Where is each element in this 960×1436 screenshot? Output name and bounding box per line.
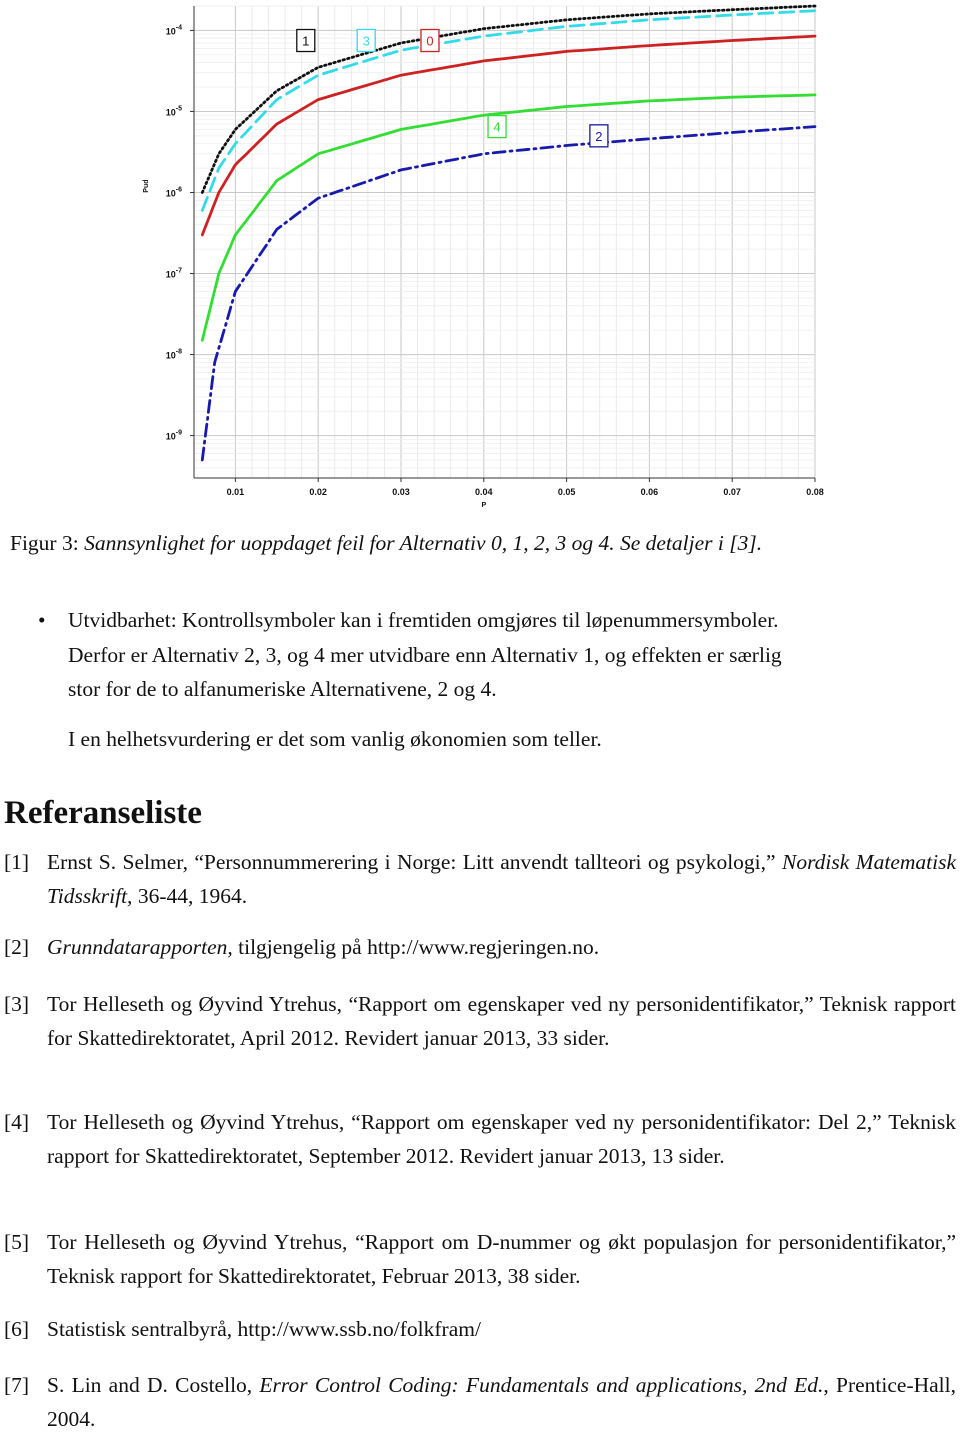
reference-item — [4, 1312, 956, 1346]
y-tick-label: $10^{-6}$ — [165, 186, 182, 199]
chart-svg — [140, 0, 830, 515]
reference-segment: Statistisk sentralbyrå, http://www.ssb.no/folkfram/ — [47, 1317, 481, 1341]
bullet-line: stor for de to alfanumeriske Alternativene, 2 og 4. — [68, 677, 497, 701]
y-axis-label: Pud — [143, 179, 150, 193]
y-tick-label: $10^{-5}$ — [165, 105, 182, 118]
reference-item — [4, 987, 956, 1055]
reference-number: [1] — [4, 850, 30, 874]
curve-label-4: 4 — [493, 119, 501, 135]
bullet-line: Derfor er Alternativ 2, 3, og 4 mer utvidbare enn Alternativ 1, og effekten er særlig — [68, 642, 782, 667]
reference-segment: tilgjengelig på http://www.regjeringen.no. — [232, 935, 600, 959]
x-tick-label: 0.02 — [309, 487, 327, 497]
reference-item — [4, 930, 956, 964]
caption-label: Figur 3: — [10, 531, 85, 555]
reference-item — [4, 1368, 956, 1436]
reference-text — [47, 1368, 956, 1436]
reference-segment: Ernst S. Selmer, “Personnummerering i Norge: Litt anvendt tallteori og psykologi,” — [47, 850, 782, 874]
reference-segment: Tor Helleseth og Øyvind Ytrehus, “Rapport om D-nummer og økt populasjon for personidentifikator,” Teknisk rapport for Skattedirektoratet, Februar 2013, 38 sider. — [47, 1230, 956, 1288]
reference-number: [4] — [4, 1110, 30, 1134]
curve-label-2: 2 — [595, 128, 603, 144]
x-tick-label: 0.08 — [806, 487, 824, 497]
y-tick-label: $10^{-4}$ — [165, 24, 182, 37]
x-tick-label: 0.05 — [557, 487, 576, 497]
x-tick-label: 0.03 — [392, 487, 410, 497]
reference-number: [6] — [4, 1317, 30, 1341]
x-tick-label: 0.04 — [475, 487, 493, 497]
x-tick-label: 0.06 — [640, 487, 659, 497]
reference-title: Grunndatarapporten, — [47, 935, 233, 959]
reference-segment: S. Lin and D. Costello, — [47, 1373, 260, 1397]
reference-text — [47, 987, 956, 1055]
x-axis-label: P — [481, 502, 487, 509]
curve-label-3: 3 — [362, 33, 370, 49]
reference-text — [47, 1105, 956, 1173]
reference-text — [47, 1312, 956, 1346]
reference-segment: Tor Helleseth og Øyvind Ytrehus, “Rapport om egenskaper ved ny personidentifikator,” Teknisk rapport for Skattedirektoratet, April 2012. Revidert januar 2013, 33 sider. — [47, 992, 956, 1050]
y-tick-label: $10^{-7}$ — [165, 267, 182, 280]
bullet-marker: • — [38, 608, 46, 632]
x-tick-label: 0.07 — [723, 487, 741, 497]
reference-segment: Tor Helleseth og Øyvind Ytrehus, “Rapport om egenskaper ved ny personidentifikator: Del 2,” Teknisk rapport for Skattedirektoratet, September 2012. Revidert januar 2013, 13 sider. — [47, 1110, 956, 1168]
reference-text — [47, 930, 956, 964]
y-tick-label: $10^{-8}$ — [165, 348, 182, 361]
curve-label-0: 0 — [426, 33, 434, 49]
caption-text: Sannsynlighet for uoppdaget feil for Alternativ 0, 1, 2, 3 og 4. Se detaljer i [3]. — [84, 531, 763, 555]
reference-number: [5] — [4, 1230, 30, 1254]
y-tick-label: $10^{-9}$ — [165, 429, 182, 442]
reference-text — [47, 845, 956, 913]
bullet-line: Utvidbarhet: Kontrollsymboler kan i fremtiden omgjøres til løpenummersymboler. — [68, 608, 779, 632]
reference-segment: , Prentice-Hall, 2004. — [47, 1373, 956, 1431]
curve-label-1: 1 — [302, 33, 310, 49]
reference-number: [2] — [4, 935, 30, 959]
x-tick-label: 0.01 — [226, 487, 245, 497]
plot-area — [194, 6, 815, 478]
references-heading: Referanseliste — [4, 795, 202, 831]
reference-item — [4, 1105, 956, 1173]
reference-text — [47, 1225, 956, 1293]
reference-title: Nordisk Matematisk Tidsskrift, — [47, 850, 956, 908]
reference-segment: 36-44, 1964. — [132, 884, 248, 908]
reference-title: Error Control Coding: Fundamentals and applications, 2nd Ed. — [259, 1373, 824, 1397]
reference-item — [4, 1225, 956, 1293]
reference-number: [3] — [4, 992, 30, 1016]
reference-item — [4, 845, 956, 913]
bullet-item — [38, 603, 958, 707]
reference-number: [7] — [4, 1373, 30, 1397]
conclusion-text: I en helhetsvurdering er det som vanlig økonomien som teller. — [68, 727, 602, 751]
figure-caption — [10, 527, 955, 559]
probability-chart — [140, 0, 830, 515]
